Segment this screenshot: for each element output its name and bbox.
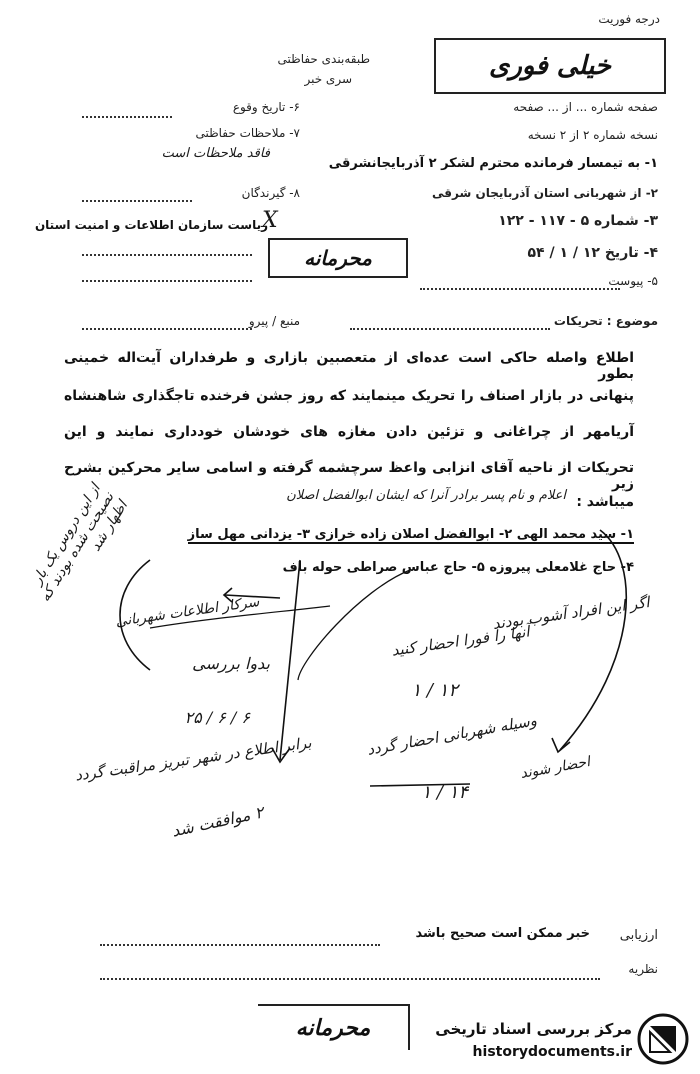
body-line-2: پنهانی در بازار اصناف را تحریک مینمایند که روز جشن فرخنده تاجگذاری شاهنشاه [64,388,634,404]
watermark-title: مرکز بررسی اسناد تاریخی [435,1020,632,1038]
evaluation-dots [100,944,380,946]
page-number-label: صفحه شماره ... از ... صفحه [513,100,658,114]
watermark [424,1008,694,1068]
source-label: منبع / پیرو [248,314,300,328]
arrow-long-left [280,560,300,760]
security-notes-label: ۷- ملاحظات حفاظتی [195,126,300,140]
annotation-number-1: ۱۲ / ۱ [411,680,458,701]
annotation-right-2: آنها را فورا احضار کنید [390,622,531,660]
arrow-right-curve [560,530,626,750]
copy-number-label: نسخه شماره ۲ از ۲ نسخه [527,128,658,142]
annotation-bottom-left: برابر اطلاع در شهر تبریز مراقبت گردد [73,733,313,785]
classification-label: طبقه‌بندی حفاظتی [277,52,370,66]
date-line: ۴- تاریخ ۱۲ / ۱ / ۵۴ [527,245,658,261]
body-line-1: اطلاع واصله حاکی است عده‌ای از متعصبین بازاری و طرفداران آیت‌اله خمینی بطور [64,350,634,382]
annotation-mid-2: بدوا بررسی [192,654,270,673]
arrow-curve-left [120,560,150,670]
classification-value: سری خبر [304,72,352,86]
annotation-right-3: وسیله شهربانی احضار گردد [365,711,539,759]
names-row-1: ۱- سید محمد الهی ۲- ابوالفضل اصلان زاده خرازی ۳- یزدانی مهل ساز [187,527,634,542]
annotation-left-margin: از این دروس یک بار نصیحت شده بودند که اظهار شد [29,481,131,605]
urgency-label: درجه فوریت [598,12,660,26]
arrow-right-head [552,738,570,752]
arrow-pointer [225,595,280,598]
body-line-3: آریامهر از چراغانی و تزئین دادن مغازه های خودشان خودداری نمایند و این [64,424,634,440]
names-row-2: ۴- حاج غلامعلی پیروزه ۵- حاج عباس صراطی حوله باف [282,560,634,575]
scribble-line [150,606,330,628]
annotation-signed: ۲ موافقت شد [169,802,265,841]
to-line: ۱- به تیمسار فرمانده محترم لشکر ۲ آذربایجانشرقی [328,156,658,171]
date-occurrence-label: ۶- تاریخ وقوع [232,100,300,114]
recipients-label: ۸- گیرندگان [241,186,300,200]
security-notes-handwritten: فاقد ملاحظات است [161,146,270,161]
watermark-url: historydocuments.ir [472,1044,632,1060]
bottom-confidential-stamp: محرمانه [258,1004,410,1050]
recipient-mark: X [262,208,278,233]
decision-label: نظریه [628,962,658,976]
urgency-stamp: خیلی فوری [434,38,666,94]
evaluation-label: ارزیابی [619,928,658,943]
confidential-stamp: محرمانه [268,238,408,278]
annotation-number-2: ۱۴ / ۱ [421,782,468,803]
evaluation-value: خبر ممکن است صحیح باشد [415,926,590,941]
annotation-right-1: اگر این افراد آشوب بودند [491,593,651,633]
annotation-right-4: احضار شوند [518,754,591,782]
from-line: ۲- از شهربانی استان آذربایجان شرقی [432,186,658,200]
body-line-4: تحریکات از ناحیه آقای انزابی واعظ سرچشمه گرفته و اسامی سایر محرکین بشرح زیر [64,460,634,492]
strike-line [370,784,470,786]
recipient-value: ریاست سازمان اطلاعات و امنیت استان [34,218,268,232]
annotation-mid-date: ۶ / ۶ / ۲۵ [184,708,250,727]
watermark-logo-icon [636,1012,690,1066]
number-line: ۳- شماره ۵ - ۱۱۷ - ۱۲۲ [498,213,658,229]
body-final-handwritten: اعلام و نام پسر برادر آنرا که ایشان ابوالفضل اصلان [286,488,566,503]
decision-dots [100,978,600,980]
attachment-line: ۵- پیوست [608,274,658,288]
subject-label: موضوع : تحریکات [553,314,658,328]
arrow-mid-right [298,570,410,680]
annotation-mid-1: سرکار اطلاعات شهربانی [114,593,261,631]
body-final-word: میباشد : [576,494,634,510]
